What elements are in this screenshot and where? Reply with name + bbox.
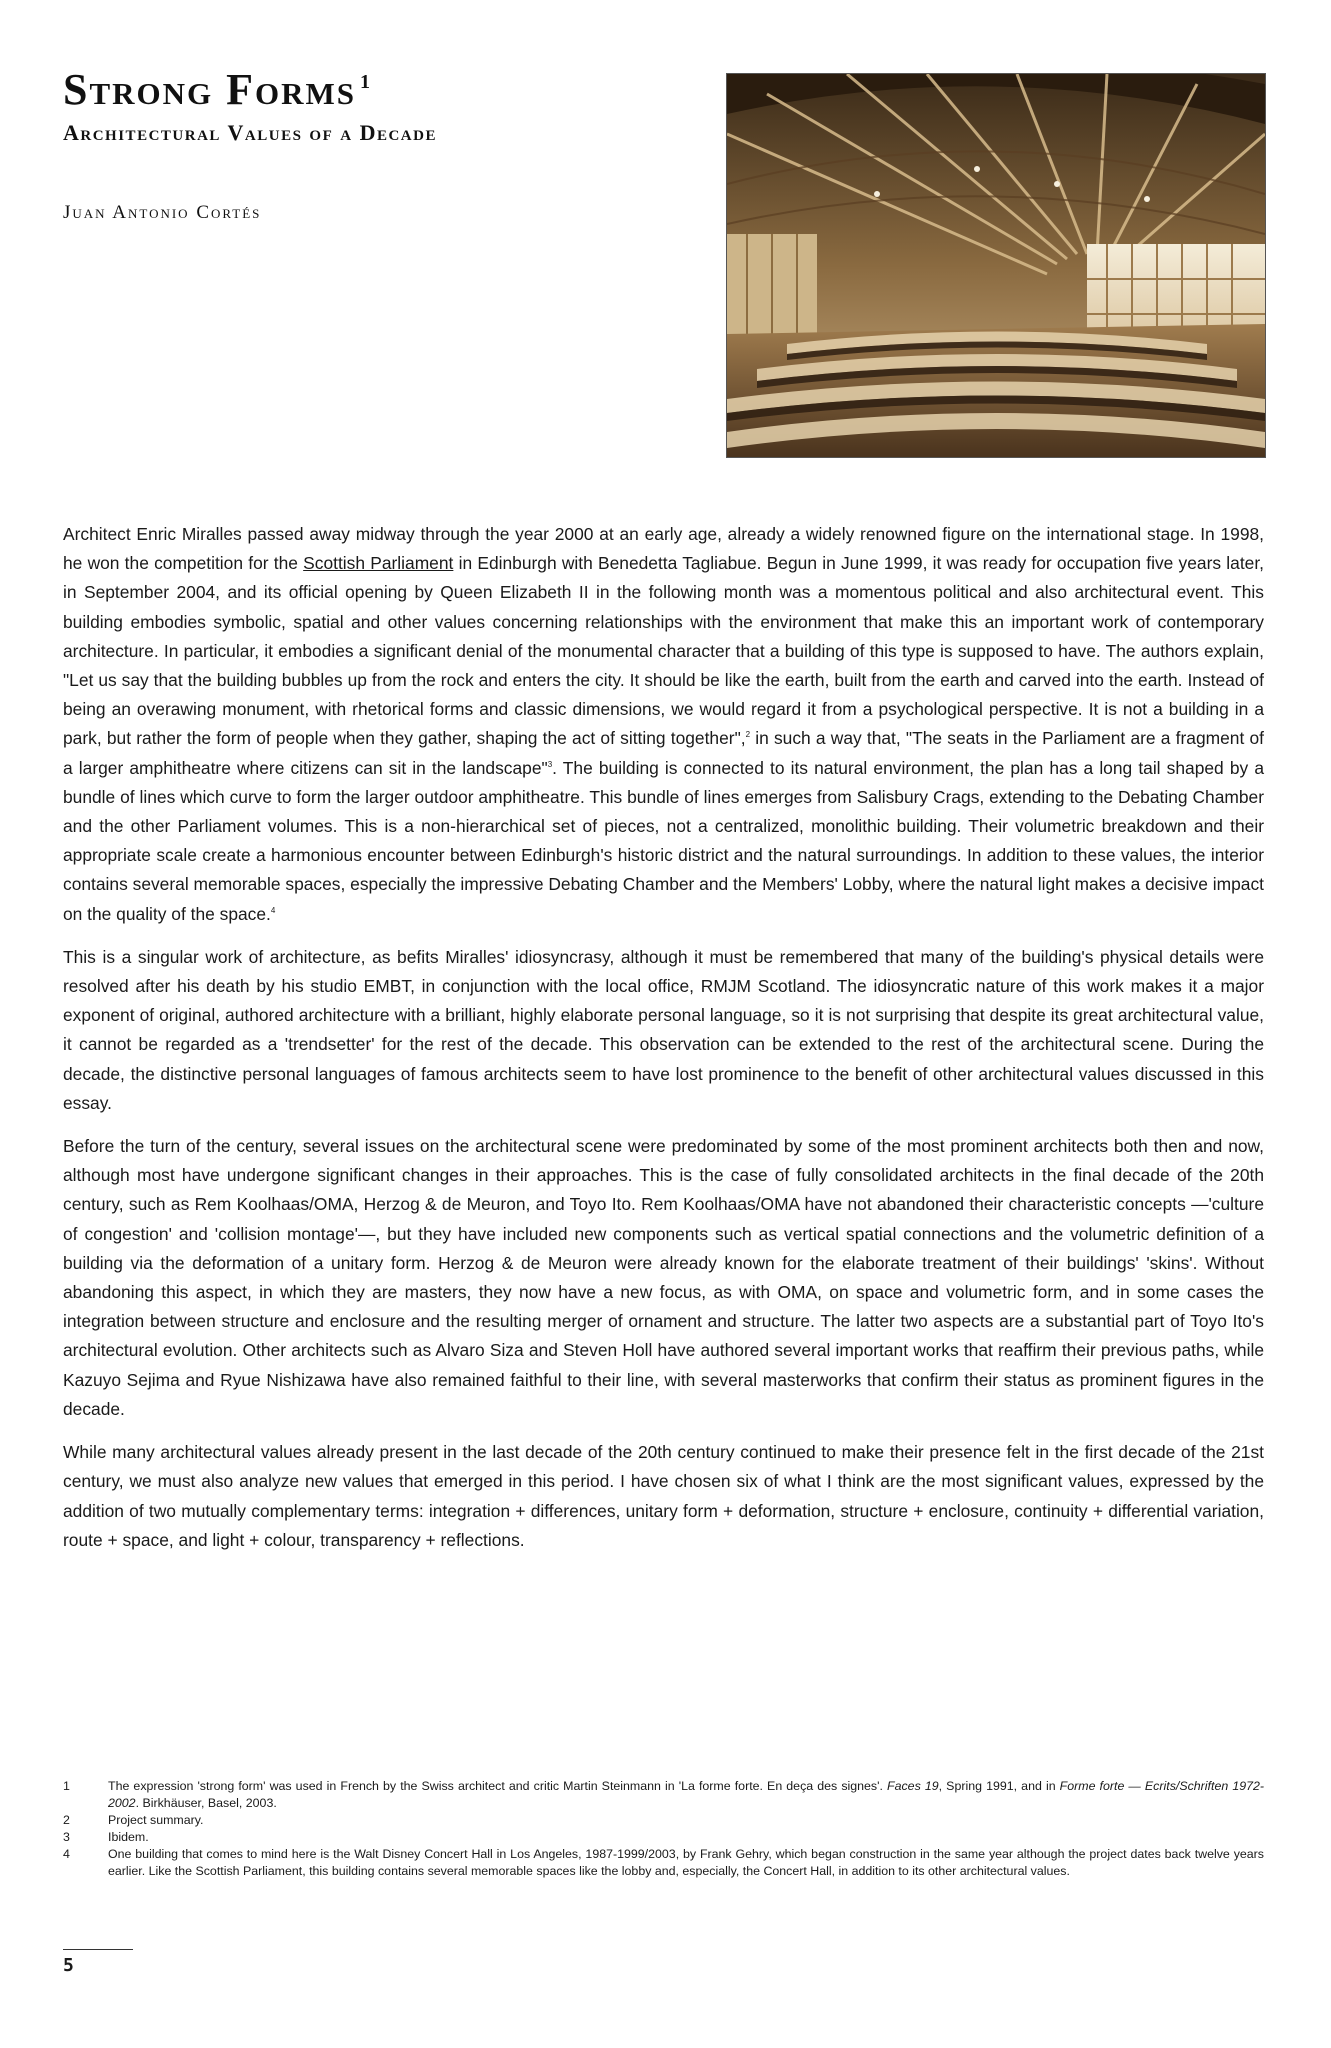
fn1-italic-faces: Faces 19 [887, 1779, 939, 1793]
p1-text-a: Architect Enric Miralles passed away midway through the year 2000 at an early age, already a widely renowned figure on the international stage. In 1998, he won the competition for the [63, 524, 1264, 574]
article-title-text: Strong Forms [63, 65, 357, 114]
footnote-1 [63, 1778, 1264, 1812]
body-paragraph-4: While many architectural values already present in the last decade of the 20th century continued to make their presence felt in the first decade of the 21st century, we must also analyze new values that emerged in this period. I have chosen six of what I think are the most significant values, expressed by the addition of two mutually complementary terms: integration + differences, unitary form + deformation, structure + enclosure, continuity + differential variation, route + space, and light + colour, transparency + reflections. [63, 1442, 1264, 1550]
footnotes [63, 1778, 1264, 1880]
body-paragraph-3: Before the turn of the century, several issues on the architectural scene were predominated by some of the most prominent architects both then and now, although most have undergone significant changes in their approaches. This is the case of fully consolidated architects in the final decade of the 20th century, such as Rem Koolhaas/OMA, Herzog & de Meuron, and Toyo Ito. Rem Koolhaas/OMA have not abandoned their characteristic concepts —'culture of congestion' and 'collision montage'—, but they have included new components such as vertical spatial connections and the volumetric definition of a building via the deformation of a unitary form. Herzog & de Meuron were already known for the elaborate treatment of their buildings' 'skins'. Without abandoning this aspect, in which they are masters, they now have a new focus, as with OMA, on space and volumetric form, and in some cases the integration between structure and enclosure and the resulting merger of ornament and structure. The latter two aspects are a substantial part of Toyo Ito's architectural evolution. Other architects such as Alvaro Siza and Steven Holl have authored several important works that reaffirm their previous paths, while Kazuyo Sejima and Ryue Nishizawa have also remained faithful to their line, with several masterworks that confirm their status as prominent figures in the decade. [63, 1136, 1264, 1419]
p1-text-d: . The building is connected to its natural environment, the plan has a long tail shaped by a bundle of lines which curve to form the larger outdoor amphitheatre. This bundle of lines emerges from Salisbury Crags, extending to the Debating Chamber and the other Parliament volumes. This is a non-hierarchical set of pieces, not a centralized, monolithic building. Their volumetric breakdown and their appropriate scale create a harmonious encounter between Edinburgh's historic district and the natural surroundings. In addition to these values, the interior contains several memorable spaces, especially the impressive Debating Chamber and the Members' Lobby, where the natural light makes a decisive impact on the quality of the space. [63, 757, 1264, 924]
parliament-chamber-photo [726, 73, 1266, 458]
footnote-2 [63, 1812, 1264, 1829]
chamber-illustration [727, 74, 1265, 457]
title-footnote-ref[interactable]: 1 [360, 71, 373, 94]
fn1-text-b: , Spring 1991, and in [938, 1779, 1060, 1793]
fn1-text-a: The expression 'strong form' was used in French by the Swiss architect and critic Martin Steinmann in 'La forme forte. En deça des signes'. [108, 1779, 888, 1793]
footnote-ref-4[interactable]: 4 [270, 905, 276, 915]
fn1-italic-forme-forte: Forme forte — Ecrits/Schriften 1972-2002 [108, 1779, 1265, 1810]
footnote-text: One building that comes to mind here is the Walt Disney Concert Hall in Los Angeles, 1987-1999/2003, by Frank Gehry, which began construction in the same year although the project dates back twelve years earlier. Like the Scottish Parliament, this building contains several memorable spaces like the lobby and, especially, the Concert Hall, in addition to its other architectural values. [108, 1847, 1264, 1878]
scottish-parliament-link[interactable]: Scottish Parliament [303, 553, 454, 574]
page-number-rule [63, 1949, 133, 1950]
body-paragraph-2: This is a singular work of architecture, as befits Miralles' idiosyncrasy, although it must be remembered that many of the building's physical details were resolved after his death by his studio EMBT, in conjunction with the local office, RMJM Scotland. The idiosyncratic nature of this work makes it a major exponent of original, authored architecture with a brilliant, highly elaborate personal language, so it is not surprising that despite its great architectural value, it cannot be regarded as a 'trendsetter' for the rest of the decade. This observation can be extended to the rest of the architectural scene. During the decade, the distinctive personal languages of famous architects seem to have lost prominence to the benefit of other architectural values discussed in this essay. [63, 946, 1264, 1113]
footnote-number: 1 [63, 1779, 70, 1793]
p1-text-b: in Edinburgh with Benedetta Tagliabue. Begun in June 1999, it was ready for occupation five years later, in September 2004, and its official opening by Queen Elizabeth II in the following month was a momentous political and also architectural event. This building embodies symbolic, spatial and other values concerning relationships with the environment that make this an important work of contemporary architecture. In particular, it embodies a significant denial of the monumental character that a building of this type is supposed to have. The authors explain, "Let us say that the building bubbles up from the rock and enters the city. It should be like the earth, built from the earth and carved into the earth. Instead of being an overawing monument, with rhetorical forms and classic dimensions, we would regard it from a psychological perspective. It is not a building in a park, but rather the form of people when they gather, shaping the act of sitting together", [63, 553, 1264, 749]
footnote-text [108, 1778, 1264, 1812]
footnote-ref-2[interactable]: 2 [745, 730, 751, 740]
footnote-3 [63, 1829, 1264, 1846]
article-title [63, 64, 372, 115]
page-number: 5 [63, 1955, 74, 1976]
article-body [63, 520, 1264, 1569]
footnote-number: 4 [63, 1847, 70, 1861]
footnote-number: 2 [63, 1813, 70, 1827]
footnote-4 [63, 1846, 1264, 1880]
footnote-number: 3 [63, 1830, 70, 1844]
p1-text-c: in such a way that, "The seats in the Parliament are a fragment of a larger amphitheatre where citizens can sit in the landscape" [63, 728, 1264, 778]
author-name: Juan Antonio Cortés [63, 202, 262, 223]
footnote-text: Ibidem. [108, 1830, 149, 1844]
footnote-text: Project summary. [108, 1813, 204, 1827]
article-subtitle: Architectural Values of a Decade [63, 120, 437, 145]
footnote-ref-3[interactable]: 3 [547, 759, 553, 769]
body-paragraph-1 [63, 520, 1264, 929]
fn1-text-c: . Birkhäuser, Basel, 2003. [135, 1796, 277, 1810]
